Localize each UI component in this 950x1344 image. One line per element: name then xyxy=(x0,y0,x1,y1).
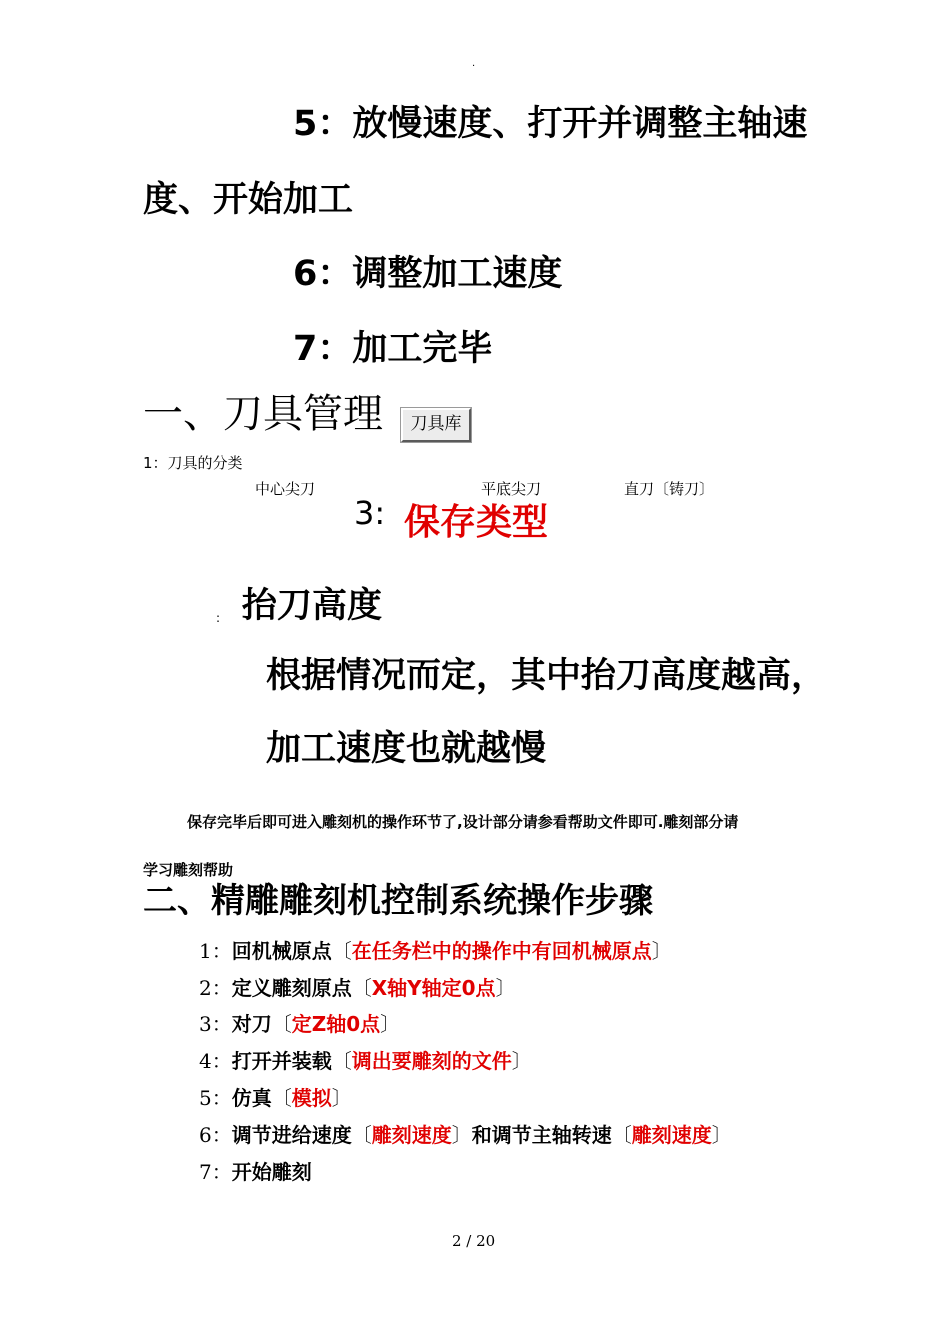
step-number: 4： xyxy=(199,1049,232,1073)
step-text: 打开并装载 xyxy=(231,1049,332,1073)
note-line1: 保存完毕后即可进入雕刻机的操作环节了,设计部分请参看帮助文件即可.雕刻部分请 xyxy=(187,813,739,831)
control-step-7 xyxy=(199,1157,312,1187)
bracket-close: 〕 xyxy=(495,976,516,1000)
tool-category-label: 1：刀具的分类 xyxy=(143,454,243,472)
bracket-open: 〔 xyxy=(351,1123,372,1147)
note-line2: 学习雕刻帮助 xyxy=(143,861,234,879)
bracket-open: 〔 xyxy=(271,1012,292,1036)
page-number: 2 / 20 xyxy=(452,1232,496,1250)
bracket-open: 〔 xyxy=(271,1086,292,1110)
lift-height-colon: : xyxy=(216,611,221,625)
bracket-open: 〔 xyxy=(331,1049,352,1073)
bracket-close: 〕 xyxy=(651,939,672,963)
step-detail-2: 雕刻速度 xyxy=(631,1123,712,1147)
control-step-5 xyxy=(199,1083,352,1113)
step7: 7：加工完毕 xyxy=(293,329,493,369)
step-number: 7： xyxy=(199,1160,232,1184)
step-text-2: 和调节主轴转速 xyxy=(471,1123,612,1147)
save-type-number: 3: xyxy=(354,494,386,532)
bracket-close: 〕 xyxy=(380,1012,401,1036)
lift-height-title: 抬刀高度 xyxy=(242,586,383,626)
step-detail: X轴Y轴定0点 xyxy=(371,976,496,1000)
tool-type-straight: 直刀〔铸刀〕 xyxy=(624,480,715,498)
tool-library-button[interactable]: 刀具库 xyxy=(401,408,471,442)
step-number: 2： xyxy=(199,976,232,1000)
step5-line2: 度、开始加工 xyxy=(143,180,354,220)
step-number: 3： xyxy=(199,1012,232,1036)
step-text: 定义雕刻原点 xyxy=(231,976,352,1000)
bracket-close: 〕 xyxy=(511,1049,532,1073)
bracket-close-2: 〕 xyxy=(711,1123,732,1147)
step-number: 6： xyxy=(199,1123,232,1147)
step6: 6：调整加工速度 xyxy=(293,254,563,294)
bracket-open: 〔 xyxy=(351,976,372,1000)
step-detail: 调出要雕刻的文件 xyxy=(351,1049,512,1073)
step-detail: 模拟 xyxy=(291,1086,332,1110)
control-steps-heading: 二、精雕雕刻机控制系统操作步骤 xyxy=(143,881,653,921)
step-text: 仿真 xyxy=(231,1086,272,1110)
control-step-6 xyxy=(199,1120,732,1150)
step-number: 5： xyxy=(199,1086,232,1110)
bracket-open-2: 〔 xyxy=(611,1123,632,1147)
tool-management-heading: 一、刀具管理 xyxy=(143,391,383,437)
tool-type-flat-point: 平底尖刀 xyxy=(481,480,542,498)
step-number: 1： xyxy=(199,939,232,963)
control-step-1 xyxy=(199,936,672,966)
bracket-close: 〕 xyxy=(331,1086,352,1110)
step-text: 开始雕刻 xyxy=(231,1160,312,1184)
step-text: 调节进给速度 xyxy=(231,1123,352,1147)
step-text: 回机械原点 xyxy=(231,939,332,963)
control-step-3 xyxy=(199,1009,400,1039)
bracket-open: 〔 xyxy=(331,939,352,963)
step-detail: 在任务栏中的操作中有回机械原点 xyxy=(351,939,652,963)
save-type-title: 保存类型 xyxy=(404,502,549,543)
top-dot: . xyxy=(472,58,476,69)
step-detail: 定Z轴0点 xyxy=(291,1012,381,1036)
lift-height-desc-line2: 加工速度也就越慢 xyxy=(266,729,547,769)
control-step-4 xyxy=(199,1046,532,1076)
step5-line1: 5：放慢速度、打开并调整主轴速 xyxy=(293,104,808,144)
tool-type-center-point: 中心尖刀 xyxy=(255,480,316,498)
bracket-close: 〕 xyxy=(451,1123,472,1147)
step-detail: 雕刻速度 xyxy=(371,1123,452,1147)
control-step-2 xyxy=(199,973,516,1003)
lift-height-desc-line1: 根据情况而定，其中抬刀高度越高， xyxy=(266,656,827,696)
step-text: 对刀 xyxy=(231,1012,272,1036)
